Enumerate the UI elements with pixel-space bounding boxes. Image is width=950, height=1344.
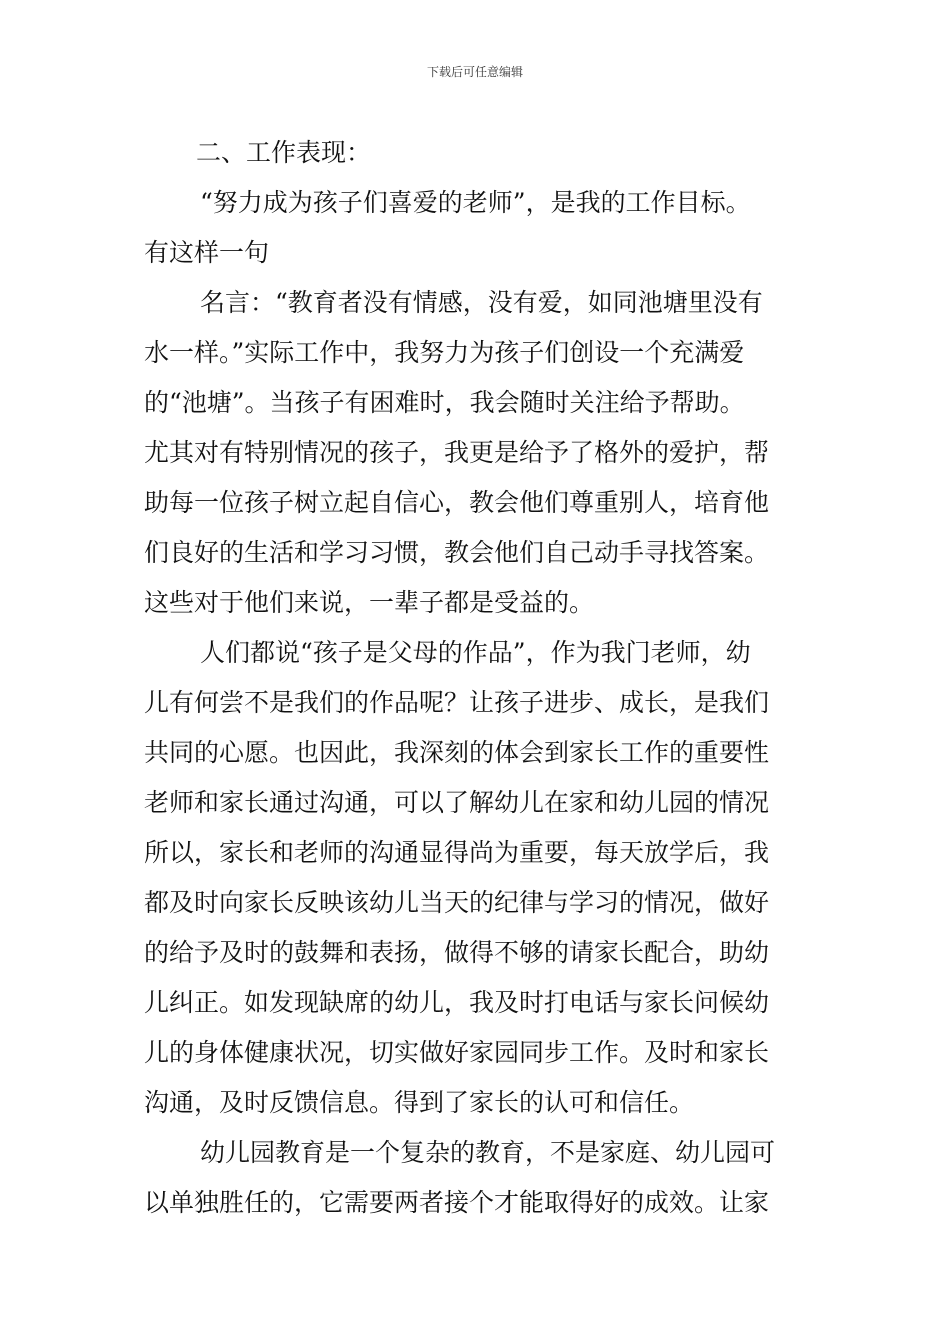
paragraph-line: 老师和家长通过沟通，可以了解幼儿在家和幼儿园的情况 [144,788,770,817]
paragraph-line: 幼儿园教育是一个复杂的教育，不是家庭、幼儿园可 [200,1138,776,1167]
paragraph-line: 名言：“教育者没有情感，没有爱，如同池塘里没有 [200,288,763,317]
paragraph-line: 儿纠正。如发现缺席的幼儿，我及时打电话与家长问候幼 [144,988,770,1017]
paragraph-line: 以单独胜任的，它需要两者接个才能取得好的成效。让家 [144,1188,770,1217]
page-header: 下载后可任意编辑 [426,65,523,79]
paragraph-line: 的“池塘”。当孩子有困难时，我会随时关注给予帮助。 [144,388,745,417]
paragraph-line: 们良好的生活和学习习惯，教会他们自己动手寻找答案。 [144,538,770,567]
paragraph-line: 这些对于他们来说，一辈子都是受益的。 [144,588,595,617]
paragraph-line: 所以，家长和老师的沟通显得尚为重要，每天放学后，我 [144,838,770,867]
paragraph-line: 儿有何尝不是我们的作品呢？让孩子进步、成长，是我们 [144,688,770,717]
paragraph-line: 人们都说“孩子是父母的作品”，作为我门老师，幼 [200,638,751,667]
paragraph-line: 有这样一句 [144,238,270,267]
paragraph-line: “努力成为孩子们喜爱的老师”，是我的工作目标。 [200,188,751,217]
paragraph-line: 共同的心愿。也因此，我深刻的体会到家长工作的重要性 [144,738,770,767]
paragraph-line: 儿的身体健康状况，切实做好家园同步工作。及时和家长 [144,1038,770,1067]
paragraph-line: 沟通，及时反馈信息。得到了家长的认可和信任。 [144,1088,695,1117]
paragraph-line: 尤其对有特别情况的孩子，我更是给予了格外的爱护，帮 [144,438,770,467]
paragraph-line: 助每一位孩子树立起自信心，教会他们尊重别人，培育他 [144,488,770,517]
document-body [144,128,808,1228]
paragraph-line: 的给予及时的鼓舞和表扬，做得不够的请家长配合，助幼 [144,938,770,967]
paragraph-line: 水一样。”实际工作中，我努力为孩子们创设一个充满爱 [144,338,745,367]
section-heading: 二、工作表现： [196,138,372,167]
paragraph-line: 都及时向家长反映该幼儿当天的纪律与学习的情况，做好 [144,888,770,917]
